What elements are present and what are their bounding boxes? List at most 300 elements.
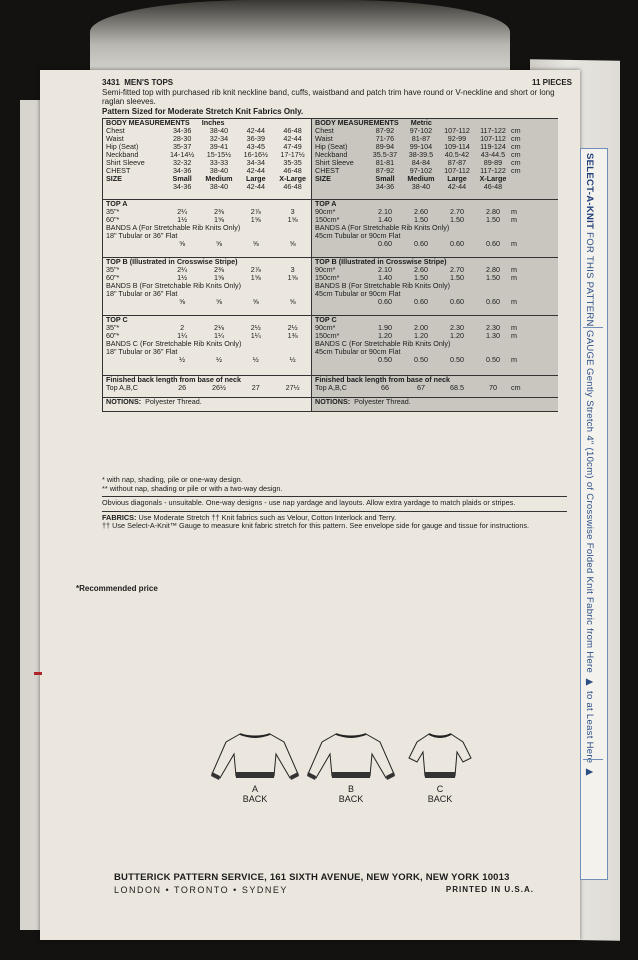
metric-size-chart [312,167,558,197]
unit-label: Metric [410,118,432,127]
sub-value: ⅝ [252,239,259,248]
fabrics-text: Use Moderate Stretch †† Knit fabrics such as Velour, Cotton Interlock and Terry. [138,512,397,522]
heading: BODY MEASUREMENTS [315,118,399,127]
top-title: TOP B (Illustrated in Crosswise Stripe) [315,257,447,266]
printed-in: PRINTED IN U.S.A. [445,885,534,894]
bands-label: BANDS C (For Stretchable Rib Knits Only) [106,339,242,348]
gauge-divider-1 [583,327,603,328]
row-value: 2⅛ [213,323,224,332]
row-value: 117-122 [480,126,506,135]
row-value: 35.5-37 [372,150,398,159]
tubular-label: 18" Tubular or 36" Flat [106,231,178,240]
row-value: 107-112 [444,166,470,175]
table-line [312,167,558,175]
size-value: Small [172,174,192,183]
metric-top_b [312,257,558,316]
row-value: 107-112 [480,134,506,143]
gauge-text [584,153,595,777]
row-value: 39-41 [209,142,229,151]
row-value: 67 [417,383,425,392]
row-value: 33-33 [209,158,229,167]
sub-value: 46-48 [283,182,302,191]
row-value: 2¼ [177,207,188,216]
row-value: 89-89 [483,158,503,167]
gauge-brand: SELECT-A-KNIT [584,153,595,230]
tubular-label: 45cm Tubular or 90cm Flat [315,289,401,298]
row-label: Hip (Seat) [106,142,139,151]
sub-value: ⅝ [179,297,186,306]
sub-values [103,183,311,191]
sub-value: 0.60 [378,297,392,306]
row-value: 68.5 [450,383,464,392]
row-value: 43-44.5 [480,150,506,159]
row-value: 46-48 [283,126,302,135]
bands-label: BANDS A (For Stretchable Rib Knits Only) [315,223,450,232]
row-label: Chest [315,126,334,135]
row-value: 2⅜ [213,207,224,216]
table-line [103,384,311,392]
sub-value: 0.60 [486,239,500,248]
row-value: 2 [180,323,185,332]
row-value: 1⅝ [213,215,224,224]
row-label: 35"* [106,207,120,216]
row-value: 38-40 [209,166,229,175]
imperial-top_b [103,257,311,316]
row-value: 1.20 [450,331,464,340]
row-label: 35"* [106,323,120,332]
row-value: 35-37 [172,142,192,151]
row-value: 1⅝ [250,215,261,224]
measurement-table [102,118,558,412]
row-value: 3 [290,265,295,274]
row-label: Shirt Sleeve [315,158,354,167]
row-value: 1¼ [250,331,261,340]
row-value: 26 [178,383,187,392]
recommended-price: *Recommended price [76,584,158,593]
row-value: 42-44 [246,126,265,135]
sub-value: ⅝ [215,297,222,306]
pattern-number: 3431 [102,78,120,87]
row-label: 35"* [106,265,120,274]
imperial-top_a [103,199,311,258]
metric-notions [312,397,558,410]
sub-value: 46-48 [483,182,503,191]
tubular-label: 18" Tubular or 36" Flat [106,289,178,298]
tubular-label: 45cm Tubular or 90cm Flat [315,231,401,240]
spacer [315,240,367,248]
fabric-notes [102,476,567,534]
finished-title: Finished back length from base of neck [106,375,241,384]
back-view-figures [210,728,490,812]
gauge-word: GAUGE [584,329,595,366]
heading: BODY MEASUREMENTS [106,118,190,127]
row-label: Top A,B,C [106,383,138,392]
row-unit: m [511,273,517,282]
top-title: TOP C [315,315,337,324]
table-line [312,324,558,332]
row-value: 2.70 [450,265,464,274]
row-value: 1.40 [378,273,392,282]
row-value: 87-92 [375,126,395,135]
sub-value: 0.50 [486,355,500,364]
notions-text: Polyester Thread. [145,397,202,406]
row-unit: m [511,297,517,306]
gauge-note: †† Use Select-A-Knit™ Gauge to measure knit fabric stretch for this pattern. See envelope side for gauge and tissue for instructions. [102,521,530,530]
tubular-label: 18" Tubular or 36" Flat [106,347,178,356]
row-value: 2½ [287,323,298,332]
notions-title: NOTIONS: [315,397,351,406]
row-value: 99-104 [409,142,433,151]
row-value: 47-49 [283,142,302,151]
top-title: TOP C [106,315,128,324]
row-value: 1.20 [378,331,392,340]
sub-values [312,240,558,248]
sub-values [103,240,311,248]
size-value: Medium [205,174,233,183]
sub-value: 0.50 [414,355,428,364]
metric-body-measurements [312,119,558,165]
row-value: 1.50 [486,273,500,282]
row-label: Neckband [315,150,348,159]
imperial-top_c [103,315,311,374]
imperial-finished-length [103,375,311,396]
row-value: 1½ [177,273,188,282]
row-value: 92-99 [447,134,467,143]
row-unit: cm [511,158,521,167]
row-unit: cm [511,150,521,159]
sub-value: 0.60 [378,239,392,248]
select-a-knit-gauge [580,148,608,880]
row-value: 117-122 [480,166,506,175]
row-value: 1⅜ [287,331,298,340]
row-value: 42-44 [283,134,302,143]
table-line [312,143,558,151]
row-value: 3 [290,207,295,216]
bands-label: BANDS A (For Stretchable Rib Knits Only) [106,223,241,232]
table-line [312,384,558,392]
row-value: 89-94 [375,142,395,151]
top-a-sketch-icon [210,728,300,784]
row-value: 27 [251,383,260,392]
metric-top_c [312,315,558,374]
row-label: Waist [106,134,124,143]
row-value: 34-36 [172,166,192,175]
spacer [315,183,367,191]
row-value: 1.50 [486,215,500,224]
pattern-header [102,78,572,116]
bands-label: BANDS B (For Stretchable Rib Knits Only) [315,281,451,290]
size-value: Medium [407,174,435,183]
gauge-instruction: Gently Stretch 4" (10cm) of Crosswise Folded Knit Fabric from Here [584,368,595,674]
sub-value: 0.60 [414,297,428,306]
row-value: 2.30 [486,323,500,332]
row-value: 2⅜ [213,265,224,274]
red-mark [34,672,42,675]
top-b-sketch-icon [306,728,396,784]
row-unit: cm [511,166,521,175]
sub-value: 34-36 [375,182,395,191]
metric-column [311,119,558,411]
figure-a [210,728,300,804]
row-value: 2.00 [414,323,428,332]
row-value: 1.90 [378,323,392,332]
diagonals-note: Obvious diagonals - unsuitable. One-way designs - use nap yardage and layouts. Allow extra yardage to match plaids or stripes. [102,496,567,508]
table-line [103,159,311,167]
row-label: Hip (Seat) [315,142,348,151]
row-value: 2.70 [450,207,464,216]
metric-top_a [312,199,558,258]
row-value: 15-15½ [206,150,232,159]
row-value: 2.80 [486,207,500,216]
row-value: 1⅝ [250,273,261,282]
sub-values [312,183,558,191]
top-c-sketch-icon [405,728,475,784]
row-value: 40.5-42 [444,150,470,159]
notions-text: Polyester Thread. [354,397,411,406]
spacer [106,356,164,364]
row-value: 38-40 [209,126,229,135]
row-value: 46-48 [283,166,302,175]
row-value: 27½ [285,383,300,392]
spacer [315,298,367,306]
sub-value: 0.60 [450,297,464,306]
top-title: TOP B (Illustrated in Crosswise Stripe) [106,257,238,266]
pattern-title-row [102,78,173,87]
sub-value: ⅝ [289,297,296,306]
row-value: 70 [489,383,497,392]
row-label: 90cm* [315,323,336,332]
row-label: SIZE [315,174,331,183]
row-label: 150cm* [315,273,340,282]
publisher-cities: LONDON • TORONTO • SYDNEY [114,885,288,895]
row-value: 43-45 [246,142,265,151]
row-value: 17-17½ [280,150,305,159]
row-label: SIZE [106,174,122,183]
row-value: 26½ [211,383,226,392]
row-value: 119-124 [480,142,506,151]
size-value: Large [246,174,266,183]
sub-value: ½ [289,355,296,364]
body-measurements-title [103,119,311,127]
row-unit: cm [511,126,521,135]
publisher-cities-row [114,885,534,895]
figure-c [402,728,478,804]
gauge-start-arrow: ▶ [584,676,595,688]
pieces-count: 11 PIECES [531,78,572,87]
sub-value: 42-44 [246,182,265,191]
row-value: 1.50 [414,215,428,224]
row-value: 14-14½ [169,150,195,159]
bands-label: BANDS B (For Stretchable Rib Knits Only) [106,281,242,290]
metric-finished-length [312,375,558,396]
table-line [312,208,558,216]
row-value: 1¼ [177,331,188,340]
spacer [106,240,164,248]
row-value: 109-114 [444,142,470,151]
row-value: 2.10 [378,207,392,216]
row-label: 60"* [106,215,120,224]
finished-title: Finished back length from base of neck [315,375,450,384]
figure-a-view: BACK [242,794,268,804]
sub-value: 34-36 [172,182,192,191]
body-measurements-title [312,119,558,127]
row-value: 2¼ [177,265,188,274]
imperial-notions [103,397,311,410]
gauge-divider-2 [583,759,603,760]
table-line [312,159,558,167]
row-value: 1.50 [450,273,464,282]
row-label: 60"* [106,331,120,340]
row-value: 32-34 [209,134,229,143]
row-value: 87-87 [447,158,467,167]
row-unit: cm [511,383,521,392]
row-label: 60"* [106,273,120,282]
row-value: 35-35 [283,158,302,167]
size-value: X-Large [279,174,306,183]
table-line [103,324,311,332]
envelope-flap [90,0,510,80]
sub-value: 38-40 [411,182,431,191]
sub-value: ⅝ [289,239,296,248]
footnote-nap: * with nap, shading, pile or one-way design. [102,475,243,484]
tubular-label: 45cm Tubular or 90cm Flat [315,347,401,356]
imperial-body-measurements [103,119,311,165]
row-label: Shirt Sleeve [106,158,145,167]
row-value: 97-102 [409,126,433,135]
pattern-title: MEN'S TOPS [124,78,174,87]
row-value: 84-84 [411,158,431,167]
row-value: 2.30 [450,323,464,332]
row-value: 42-44 [246,166,265,175]
size-value: Large [447,174,467,183]
footnote-no-nap: ** without nap, shading or pile or with a two-way design. [102,483,283,493]
row-value: 32-32 [172,158,192,167]
row-label: 150cm* [315,331,340,340]
imperial-column [103,119,311,411]
row-label: Waist [315,134,333,143]
table-line [312,266,558,274]
sub-value: ⅝ [252,297,259,306]
publisher-footer [114,872,584,895]
row-value: 107-112 [444,126,470,135]
row-value: 34-36 [172,126,192,135]
gauge-end: to at Least Here ▶ [584,690,595,778]
sub-value: ½ [215,355,222,364]
sub-value: 38-40 [209,182,229,191]
notions-line [103,398,311,406]
row-label: Top A,B,C [315,383,347,392]
row-label: 90cm* [315,265,336,274]
figure-b-letter: B [347,784,354,794]
sub-value: 0.50 [450,355,464,364]
row-label: 150cm* [315,215,340,224]
sub-value: 42-44 [447,182,467,191]
row-unit: m [511,265,517,274]
row-label: CHEST [106,166,131,175]
row-value: 34-34 [246,158,265,167]
row-value: 2⅞ [250,207,261,216]
spacer [315,356,367,364]
row-unit: cm [511,142,521,151]
row-value: 36-39 [246,134,265,143]
spacer [106,183,164,191]
sizing-note: Pattern Sized for Moderate Stretch Knit Fabrics Only. [102,107,304,116]
figure-c-letter: C [436,784,444,794]
top-title: TOP A [106,199,128,208]
row-label: Chest [106,126,125,135]
row-unit: m [511,355,517,364]
row-value: 28-30 [172,134,192,143]
figure-a-letter: A [251,784,258,794]
imperial-size-chart [103,167,311,197]
spacer [106,298,164,306]
row-value: 2.60 [414,265,428,274]
row-value: 1⅝ [287,215,298,224]
gauge-for-pattern: FOR THIS PATTERN [584,232,595,327]
figure-c-view: BACK [427,794,453,804]
table-line [103,127,311,135]
row-value: 1.40 [378,215,392,224]
figure-b-view: BACK [338,794,364,804]
row-value: 1.50 [414,273,428,282]
sub-value: ⅝ [215,239,222,248]
sub-value: ½ [252,355,259,364]
row-value: 2½ [250,323,261,332]
row-value: 38-39.5 [408,150,434,159]
row-unit: m [511,323,517,332]
row-value: 1⅝ [287,273,298,282]
row-unit: m [511,207,517,216]
table-line [312,127,558,135]
row-value: 71-76 [375,134,395,143]
publisher-address: BUTTERICK PATTERN SERVICE, 161 SIXTH AVENUE, NEW YORK, NEW YORK 10013 [114,872,510,883]
row-value: 2.10 [378,265,392,274]
sub-value: ⅝ [179,239,186,248]
bands-label: BANDS C (For Stretchable Rib Knits Only) [315,339,451,348]
sub-values [103,298,311,306]
sub-value: ½ [179,355,186,364]
sub-value: 0.60 [486,297,500,306]
pattern-description: Semi-fitted top with purchased rib knit neckline band, cuffs, waistband and patch trim have round or V-neckline and short or long raglan sleeves. [102,88,555,106]
size-value: Small [375,174,395,183]
figure-b [306,728,396,804]
size-row [312,175,558,183]
row-value: 2.80 [486,265,500,274]
row-value: 81-87 [411,134,431,143]
sub-value: 0.60 [450,239,464,248]
row-value: 1⅝ [213,273,224,282]
table-line [103,208,311,216]
notions-line [312,398,558,406]
sub-values [312,298,558,306]
size-row [103,175,311,183]
row-value: 81-81 [375,158,395,167]
row-value: 1.20 [414,331,428,340]
row-value: 97-102 [409,166,433,175]
fabrics-note [102,511,567,531]
table-line [312,135,558,143]
row-unit: m [511,331,517,340]
size-value: X-Large [479,174,507,183]
sub-values [312,356,558,364]
row-value: 1¼ [213,331,224,340]
table-line [103,266,311,274]
row-value: 1½ [177,215,188,224]
row-value: 1.50 [450,215,464,224]
row-unit: cm [511,134,521,143]
unit-label: Inches [201,118,225,127]
notions-title: NOTIONS: [106,397,142,406]
